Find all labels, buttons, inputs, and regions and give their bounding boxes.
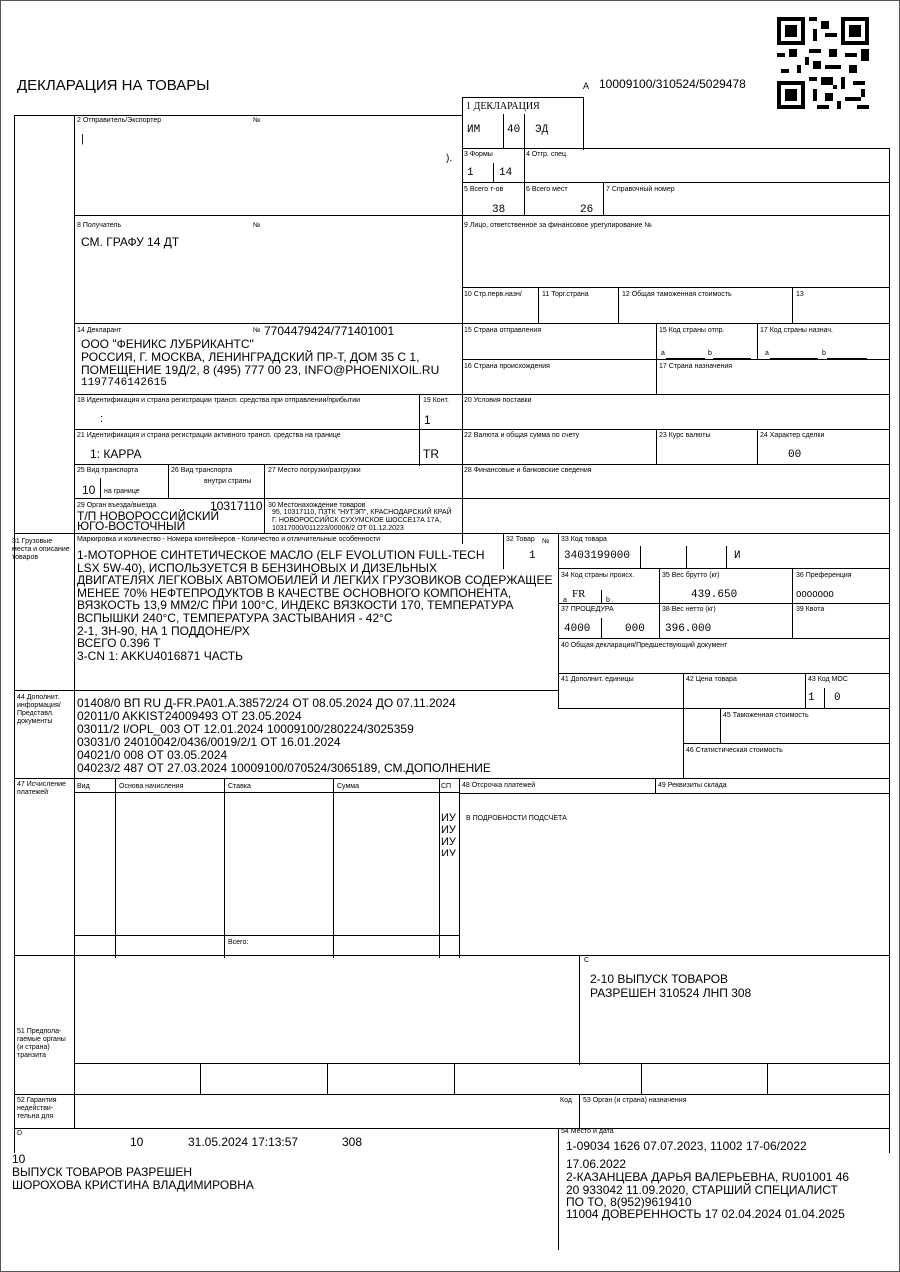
line [454,1063,455,1095]
line [558,638,890,639]
place-date-line-3: 2-КАЗАНЦЕВА ДАРЬЯ ВАЛЕРЬЕВНА, RU01001 46 [566,1170,850,1184]
line [579,955,580,1065]
box14-no: № [253,327,261,334]
line [74,394,889,395]
line [720,708,721,743]
box15a-a: a [661,350,665,357]
declarant-ogrn: 1197746142615 [81,377,167,389]
line [419,394,420,466]
box19-label: 19 Конт. [423,397,449,404]
box7-label: 7 Справочный номер [606,186,675,193]
box24-label: 24 Характер сделки [760,432,825,439]
line [601,618,602,638]
col-sp: СП [441,783,452,790]
goods-location-3: 10317000/011223/00006/2 ОТ 01.12.2023 [272,525,404,532]
place-date-line-6: 11004 ДОВЕРЕННОСТЬ 17 02.04.2024 01.04.2025 [566,1207,845,1221]
line [558,533,559,708]
box39-label: 39 Квота [796,606,825,613]
box52-code: Код [560,1097,572,1104]
line [641,1063,642,1095]
box1-right [583,97,584,150]
box25-label: 25 Вид транспорта [77,467,139,474]
line [14,115,462,116]
line [792,287,793,324]
box51-label: 51 Предпола-гаемые органы (и страна) транзита [17,1028,66,1059]
box18-label: 18 Идентификация и страна регистрации трансп. средства при отправлении/прибытии [77,397,361,404]
doc-line-5: 04021/0 008 ОТ 03.05.2024 [77,748,228,762]
line [74,464,889,465]
doc-line-1: 01408/0 ВП RU Д-FR.PA01.A.38572/24 ОТ 08.05.2024 ДО 07.11.2024 [77,696,456,710]
border-transport-mode: 10 [82,483,96,497]
consignee-value: СМ. ГРАФУ 14 ДТ [81,235,180,249]
col-sum: Сумма [337,783,359,790]
box17a-a: a [765,350,769,357]
line [770,358,818,359]
box41-label: 41 Дополнит. единицы [561,676,634,683]
line [493,163,494,182]
line [558,1128,559,1250]
box17a-label: 17 Код страны назнач. [760,327,833,334]
line [726,546,727,568]
release-inspector-code: 308 [342,1135,363,1149]
line [14,1094,890,1095]
mos-code-1: 1 [808,692,815,704]
corner-a-label: А [583,81,590,91]
line [74,498,889,499]
line [74,935,460,936]
box31-label: 31 Грузовые места и описание товаров [12,538,70,561]
box2-no: № [253,117,261,124]
box32-label: 32 Товар [506,536,535,543]
release-status-text: ВЫПУСК ТОВАРОВ РАЗРЕШЕН [12,1165,193,1179]
box26-label: 26 Вид транспорта [171,467,233,474]
line [264,498,265,534]
line [168,464,169,499]
border-transport-value: 1: КАРРА [90,447,142,461]
line [459,778,460,958]
line [115,778,116,958]
deferral-value: В ПОДРОБНОСТИ ПОДСЧЕТА [466,815,567,822]
line [74,215,889,216]
box47-label: 47 Исчисление платежей [17,781,66,796]
box36-label: 36 Преференция [796,572,852,579]
total-packages-value: 26 [580,204,594,216]
line [74,429,889,430]
line [558,708,890,709]
line [618,287,619,324]
box34-label: 34 Код страны происх. [561,572,635,579]
line [503,114,504,148]
declarant-address-1: РОССИЯ, Г. МОСКВА, ЛЕНИНГРАДСКИЙ ПР-Т, ДОМ 35 С 1, [81,350,420,364]
box22-label: 22 Валюта и общая сумма по счету [464,432,580,439]
declaration-ed: ЭД [535,124,549,136]
customs-office-name-2: ЮГО-ВОСТОЧНЫЙ [77,519,186,533]
release-status-code: 10 [12,1152,26,1166]
border-transport-country: TR [423,447,439,461]
declaration-code: 40 [507,124,521,136]
sp-value-4: ИУ [441,848,456,856]
place-date-line-5: ПО ТО, 8(952)9619410 [566,1195,692,1209]
column-divider [74,115,75,1129]
box8-label: 8 Получатель [77,222,122,229]
line [558,673,890,674]
box49-label: 49 Реквизиты склада [658,782,727,789]
declarant-inn: 7704479424/771401001 [264,324,395,338]
doc-line-3: 03011/2 I/OPL_003 ОТ 12.01.2024 10009100/280224/3025359 [77,722,414,736]
box46-label: 46 Статистическая стоимость [686,747,783,754]
line [224,778,225,958]
box52-label: 52 Гарантия недействи-тельна для [17,1097,57,1120]
line [603,182,604,215]
transport-id-value: : [100,413,104,425]
line [333,778,334,958]
doc-line-4: 03031/0 24010042/0436/0019/2/1 ОТ 16.01.2024 [77,735,341,749]
exporter-value: | [81,133,84,145]
box23-label: 23 Курс валюты [659,432,711,439]
box27-label: 27 Место погрузки/разгрузки [268,467,361,474]
box3-label: 3 Формы [464,151,493,158]
col-rate: Ставка [228,783,251,790]
customs-office-name-1: Т/П НОВОРОССИЙСКИЙ [77,509,220,523]
box16-label: 16 Страна происхождения [464,363,550,370]
line [579,1094,580,1128]
customs-office-code: 10317110 [210,499,263,513]
line [462,287,890,288]
box1-label: 1 ДЕКЛАРАЦИЯ [466,101,540,112]
line [767,1063,768,1095]
box15a-b: b [708,350,712,357]
hs-code: 3403199000 [564,550,631,562]
box2-label: 2 Отправитель/Экспортер [77,117,162,124]
form-right-border [889,148,890,1153]
box35-label: 35 Вес брутто (кг) [662,572,720,579]
line [14,690,558,691]
line [462,148,890,149]
goods-location-2: Г. НОВОРОССИЙСК СУХУМСКОЕ ШОССЕ17А 17А, [272,517,442,524]
place-date-line-1: 1-09034 1626 07.07.2023, 11002 17-06/2022 [566,1139,807,1153]
line [640,546,641,568]
release-inspector-name: ШОРОХОВА КРИСТИНА ВЛАДИМИРОВНА [12,1178,254,1192]
line [757,323,758,360]
procedure-code-2: 000 [625,623,645,635]
box28-label: 28 Финансовые и банковские сведения [464,467,592,474]
line [14,955,890,956]
center-divider [462,97,463,544]
line [462,182,890,183]
release-line-1: 2-10 ВЫПУСК ТОВАРОВ [590,972,729,986]
line [827,358,867,359]
line [439,778,440,958]
line [14,1128,890,1129]
qr-code-icon [777,17,869,109]
box53-label: 53 Орган (и страна) назначения [583,1097,687,1104]
box12-label: 12 Общая таможенная стоимость [622,291,732,298]
box29-label: 29 Орган въезда/выезда [77,502,157,509]
preference-code: ООООООО [796,590,834,600]
box15-label: 15 Страна отправления [464,327,542,334]
sp-value-3: ИУ [441,836,456,848]
container-value: 1 [424,413,431,427]
line [462,359,890,360]
box25-sub: на границе [104,488,140,495]
line [14,778,890,779]
line [683,673,684,708]
line [74,792,460,793]
col-type: Вид [77,783,90,790]
box4-label: 4 Отгр. спец. [526,151,568,158]
box20-label: 20 Условия поставки [464,397,532,404]
box33-label: 33 Код товара [561,536,607,543]
line [655,778,656,794]
box10-label: 10 Стр.перв.назн/ [464,291,522,298]
line [538,287,539,324]
line [558,568,890,569]
box43-label: 43 Код МОС [808,676,848,683]
box13-label: 13 [796,291,804,298]
mos-code-2: 0 [834,692,841,704]
declaration-type: ИМ [467,124,481,136]
place-date-line-4: 20 933042 11.09.2020, СТАРШИЙ СПЕЦИАЛИСТ [566,1183,838,1197]
box14-label: 14 Декларант [77,327,122,334]
box37-label: 37 ПРОЦЕДУРА [561,606,614,613]
box34-a: a [563,597,567,604]
sp-value-1: ИУ [441,812,456,824]
release-code: 10 [130,1135,144,1149]
line [601,590,602,603]
box21-label: 21 Идентификация и страна регистрации активного трансп. средства на границе [77,432,341,439]
declarant-address-2: ПОМЕЩЕНИЕ 19Д/2, 8 (495) 777 00 23, INFO@PHOENIXOIL.RU [81,363,440,377]
box9-label: 9 Лицо, ответственное за финансовое урегулирование № [464,222,652,229]
line [74,323,889,324]
release-datetime: 31.05.2024 17:13:57 [188,1135,299,1149]
transaction-type-value: 00 [788,449,802,461]
total-items-value: 38 [492,204,506,216]
forms-value-2: 14 [499,167,513,179]
line [686,546,687,568]
box38-label: 38 Вес нетто (кг) [662,606,716,613]
line [713,358,751,359]
box30-label: 30 Местонахождение товаров [268,502,366,509]
box17a-b: b [822,350,826,357]
line [805,673,806,708]
line [683,708,684,778]
box48-label: 48 Отсрочка платежей [462,782,536,789]
box11-label: 11 Торг.страна [542,291,589,298]
hs-code-extra: И [734,550,741,562]
net-weight: 396.000 [665,623,712,635]
line [757,429,758,464]
place-date-line-2: 17.06.2022 [566,1157,627,1171]
goods-location-1: 95, 10317110, ПЗТК "НУТЭП", КРАСНОДАРСКИЙ КРАЙ [272,509,452,516]
declarant-name: ООО "ФЕНИКС ЛУБРИКАНТС" [81,337,254,351]
registration-number: 10009100/310524/5029478 [599,77,746,91]
box-d-label: D [17,1130,23,1137]
release-line-2: РАЗРЕШЕН 310524 ЛНП 308 [590,986,752,1000]
item-number: 1 [529,550,536,562]
line [824,688,825,708]
doc-line-6: 04023/2 487 ОТ 27.03.2024 10009100/070524/3065189, СМ.ДОПОЛНЕНИЕ [77,761,491,775]
line [459,793,890,794]
box17-label: 17 Страна назначения [659,363,733,370]
col-base: Основа начисления [119,783,184,790]
box1-top [462,97,584,98]
box8-no: № [253,222,261,229]
forms-value-1: 1 [467,167,474,179]
line [14,533,462,534]
box5-label: 5 Всего т-ов [464,186,504,193]
line [666,358,705,359]
box34-b: b [606,597,610,604]
doc-line-2: 02011/0 AKKIST24009493 ОТ 23.05.2024 [77,709,302,723]
line [327,1063,328,1095]
box6-label: 6 Всего мест [526,186,568,193]
sp-value-2: ИУ [441,824,456,836]
box42-label: 42 Цена товара [686,676,737,683]
box26-sub: внутри страны [204,478,252,485]
line [656,429,657,464]
box44-label: 44 Дополнит. информация/ Представл. документы [17,694,61,725]
box-c-label: C [584,957,590,964]
payments-total-label: Всего: [228,939,249,946]
exporter-mark: ). [446,153,453,164]
box32-no: № [542,538,550,545]
document-title: ДЕКЛАРАЦИЯ НА ТОВАРЫ [17,77,210,94]
box40-label: 40 Общая декларация/Предшествующий документ [561,642,728,649]
origin-country-code: FR [572,588,586,600]
goods-description: 1-МОТОРНОЕ СИНТЕТИЧЕСКОЕ МАСЛО (ELF EVOLUTION FULL-TECH LSX 5W-40), ИСПОЛЬЗУЕТСЯ В БЕНЗИНОВЫХ И ДИЗЕЛЬНЫХ ДВИГАТЕЛЯХ ЛЕГКОВЫХ АВТОМОБИЛЕЙ И ЛЕГКИХ ГРУЗОВИКОВ СОДЕРЖАЩЕЕ МЕНЕЕ 70% НЕФТЕПРОДУКТОВ В КАЧЕСТВЕ ОСНОВНОГО КОМПОНЕНТА, ВЯЗКОСТЬ 13,9 ММ2/С ПРИ 100°С, ИНДЕКС ВЯЗКОСТИ 170, ТЕМПЕРАТУРА ВСПЫШКИ 240°С, ТЕМПЕРАТУРА ЗАСТЫВАНИЯ - 42°С 2-1, ЗН-90, НА 1 ПОДДОНЕ/РХ ВСЕГО 0.396 Т 3-CN 1: AKKU4016871 ЧАСТЬ [77,548,553,663]
line [100,478,101,498]
box31-header: Маркировка и количество - Номера контейнеров - Количество и отличительные особенности [77,536,381,543]
line [524,114,525,148]
procedure-code: 4000 [564,623,591,635]
line [462,533,890,534]
box45-label: 45 Таможенная стоимость [723,712,809,719]
line [683,743,890,744]
box54-label: 54 Место и дата [561,1128,614,1135]
gross-weight: 439.650 [691,589,738,601]
box15a-label: 15 Код страны отпр. [659,327,725,334]
line [264,464,265,499]
form-left-border [14,115,15,1153]
line [200,1063,201,1095]
